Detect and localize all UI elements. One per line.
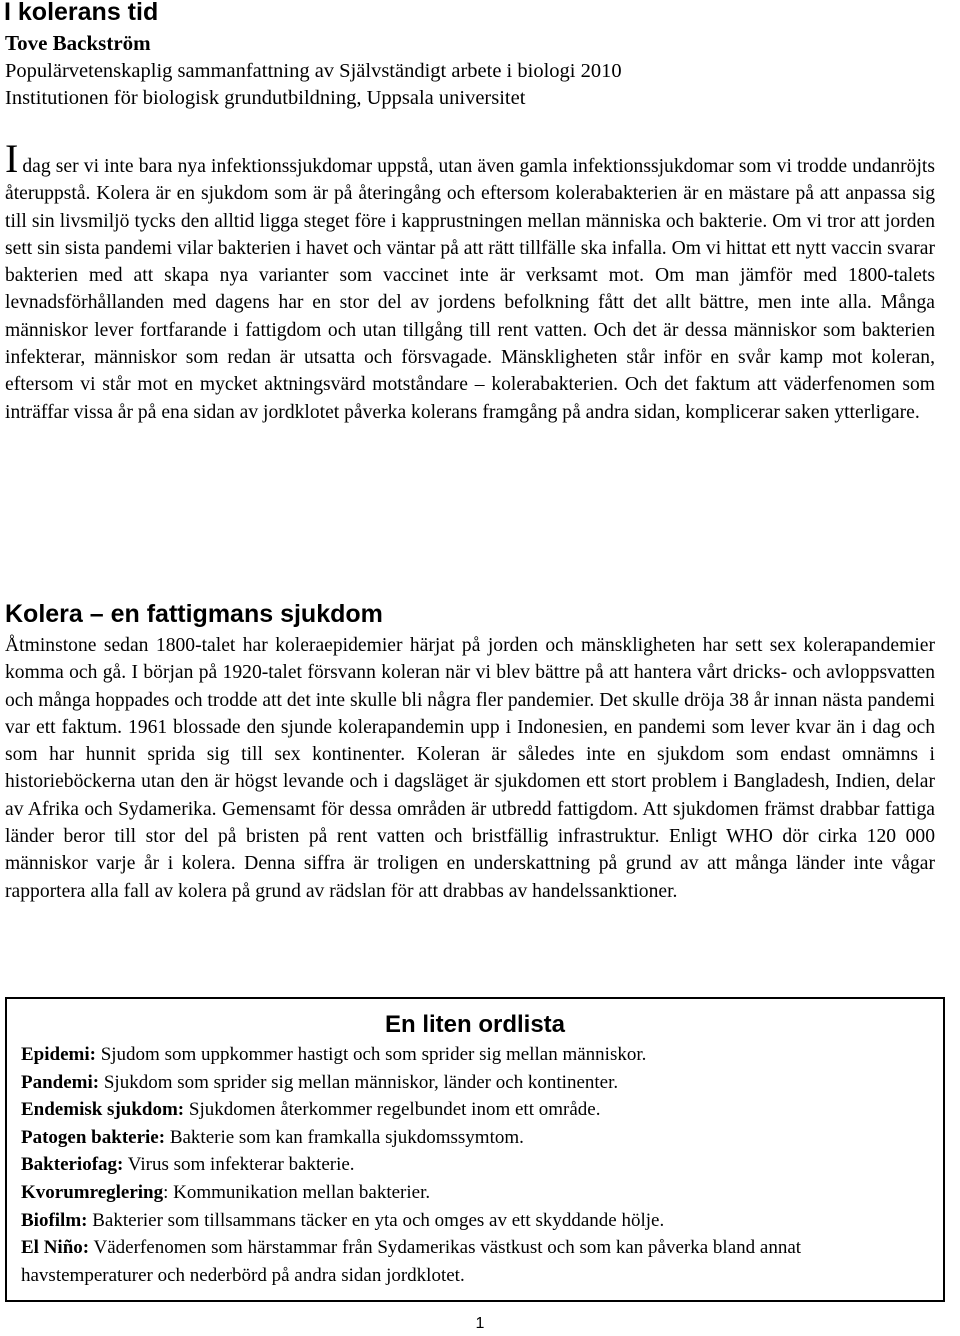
glossary-item bbox=[21, 1151, 921, 1179]
intro-text: dag ser vi inte bara nya infektionssjukdomar uppstå, utan även gamla infektionssjukdomar som vi trodde undanröjts återuppstå. Kolera är en sjukdom som är på återingång och eftersom kolerabakterien är en mästare på att anpassa sig till sin livsmiljö tycks den alltid ligga steget före i kapprustningen mellan människa och bakterie. Om vi tror att jorden sett sin sista pandemi vilar bakterien i havet och väntar på att rätt tillfälle ska infalla. Om vi hittat ett nytt vaccin svarar bakterien med att skapa nya varianter som vaccinet inte är verksamt mot. Om man jämför med 1800-talets levnadsförhållanden med dagens har en stor del av jordens befolkning fått det allt bättre, men inte alla. Många människor lever fortfarande i fattigdom och utan tillgång till rent vatten. Och det är dessa människor som bakterien infekterar, människor som redan är utsatta och försvagade. Mänskligheten står inför en svår kamp mot koleran, eftersom vi står mot en mycket aktningsvärd motståndare – kolerabakterien. Och det faktum att väderfenomen som inträffar vissa år på ena sidan av jordklotet påverka kolerans framgång på andra sidan, komplicerar saken ytterligare. bbox=[5, 156, 935, 423]
glossary-definition: Virus som infekterar bakterie. bbox=[123, 1154, 355, 1176]
glossary-definition: Sjukdomen återkommer regelbundet inom ett område. bbox=[184, 1099, 601, 1121]
glossary-title: En liten ordlista bbox=[384, 1011, 566, 1038]
document-title: I kolerans tid bbox=[4, 0, 159, 26]
glossary-definition: Sjudom som uppkommer hastigt och som sprider sig mellan människor. bbox=[95, 1044, 647, 1065]
glossary-term: El Niño: bbox=[21, 1237, 90, 1259]
glossary-term: Endemisk sjukdom: bbox=[21, 1099, 185, 1121]
glossary-item bbox=[21, 1124, 921, 1152]
section-paragraph: Åtminstone sedan 1800-talet har koleraepidemier härjat på jorden och mänskligheten har sett sex kolerapandemier komma och gå. I början på 1920-talet försvann koleran när vi blev bättre på att hantera vårt dricks- och avloppsvatten och många hoppades och trodde att det inte skulle bli några fler pandemier. Det skulle dröja 38 år innan nästa pandemi var ett faktum. 1961 blossade den sjunde kolerapandemin upp i Indonesien, en pandemi som lever kvar än i dag och som har hunnit sprida sig till sex kontinenter. Koleran är således inte en sjukdom som endast omnämns i historieböckerna utan den är högst levande och i dagsläget är sjukdomen ett stort problem i Bangladesh, Indien, delar av Afrika och Sydamerika. Gemensamt för dessa områden är utbredd fattigdom. Att sjukdomen främst drabbar fattiga länder beror till stor del på bristen på rent vatten och bristfällig infrastruktur. Enligt WHO dör cirka 120 000 människor varje år i kolera. Denna siffra är troligen en underskattning på grund av att många länder inte vågar rapportera alla fall av kolera på grund av rädslan för att drabbas av handelssanktioner. bbox=[5, 635, 935, 902]
intro-dropcap: I bbox=[5, 136, 19, 181]
institution-line: Institutionen för biologisk grundutbildning, Uppsala universitet bbox=[5, 87, 526, 109]
glossary-item bbox=[21, 1069, 921, 1097]
page-number: 1 bbox=[475, 1315, 485, 1332]
glossary-term: Bakteriofag: bbox=[21, 1154, 124, 1176]
glossary-term: Epidemi: bbox=[21, 1044, 96, 1065]
glossary-item bbox=[21, 1179, 921, 1207]
glossary-list bbox=[21, 1041, 921, 1289]
glossary-item bbox=[21, 1234, 921, 1289]
glossary-term: Patogen bakterie: bbox=[21, 1126, 166, 1148]
intro-paragraph bbox=[5, 136, 935, 426]
glossary-item bbox=[21, 1041, 921, 1069]
glossary-term: Pandemi: bbox=[21, 1071, 100, 1093]
author-name: Tove Backström bbox=[5, 31, 151, 55]
glossary-definition: Bakterier som tillsammans täcker en yta och omges av ett skyddande hölje. bbox=[87, 1209, 665, 1231]
glossary-box bbox=[5, 997, 945, 1302]
glossary-item bbox=[21, 1207, 921, 1235]
glossary-definition: : Kommunikation mellan bakterier. bbox=[163, 1181, 431, 1203]
glossary-definition: Väderfenomen som härstammar från Sydamerikas västkust och som kan påverka bland annat havstemperaturer och nederbörd på andra sidan jordklotet. bbox=[21, 1237, 802, 1286]
glossary-item bbox=[21, 1096, 921, 1124]
glossary-term: Kvorumreglering bbox=[21, 1181, 164, 1203]
glossary-term: Biofilm: bbox=[21, 1209, 88, 1231]
glossary-definition: Sjukdom som sprider sig mellan människor, länder och kontinenter. bbox=[99, 1071, 619, 1093]
course-description: Populärvetenskaplig sammanfattning av Självständigt arbete i biologi 2010 bbox=[5, 60, 622, 82]
glossary-definition: Bakterie som kan framkalla sjukdomssymtom. bbox=[165, 1126, 524, 1148]
section-heading: Kolera – en fattigmans sjukdom bbox=[5, 600, 383, 628]
